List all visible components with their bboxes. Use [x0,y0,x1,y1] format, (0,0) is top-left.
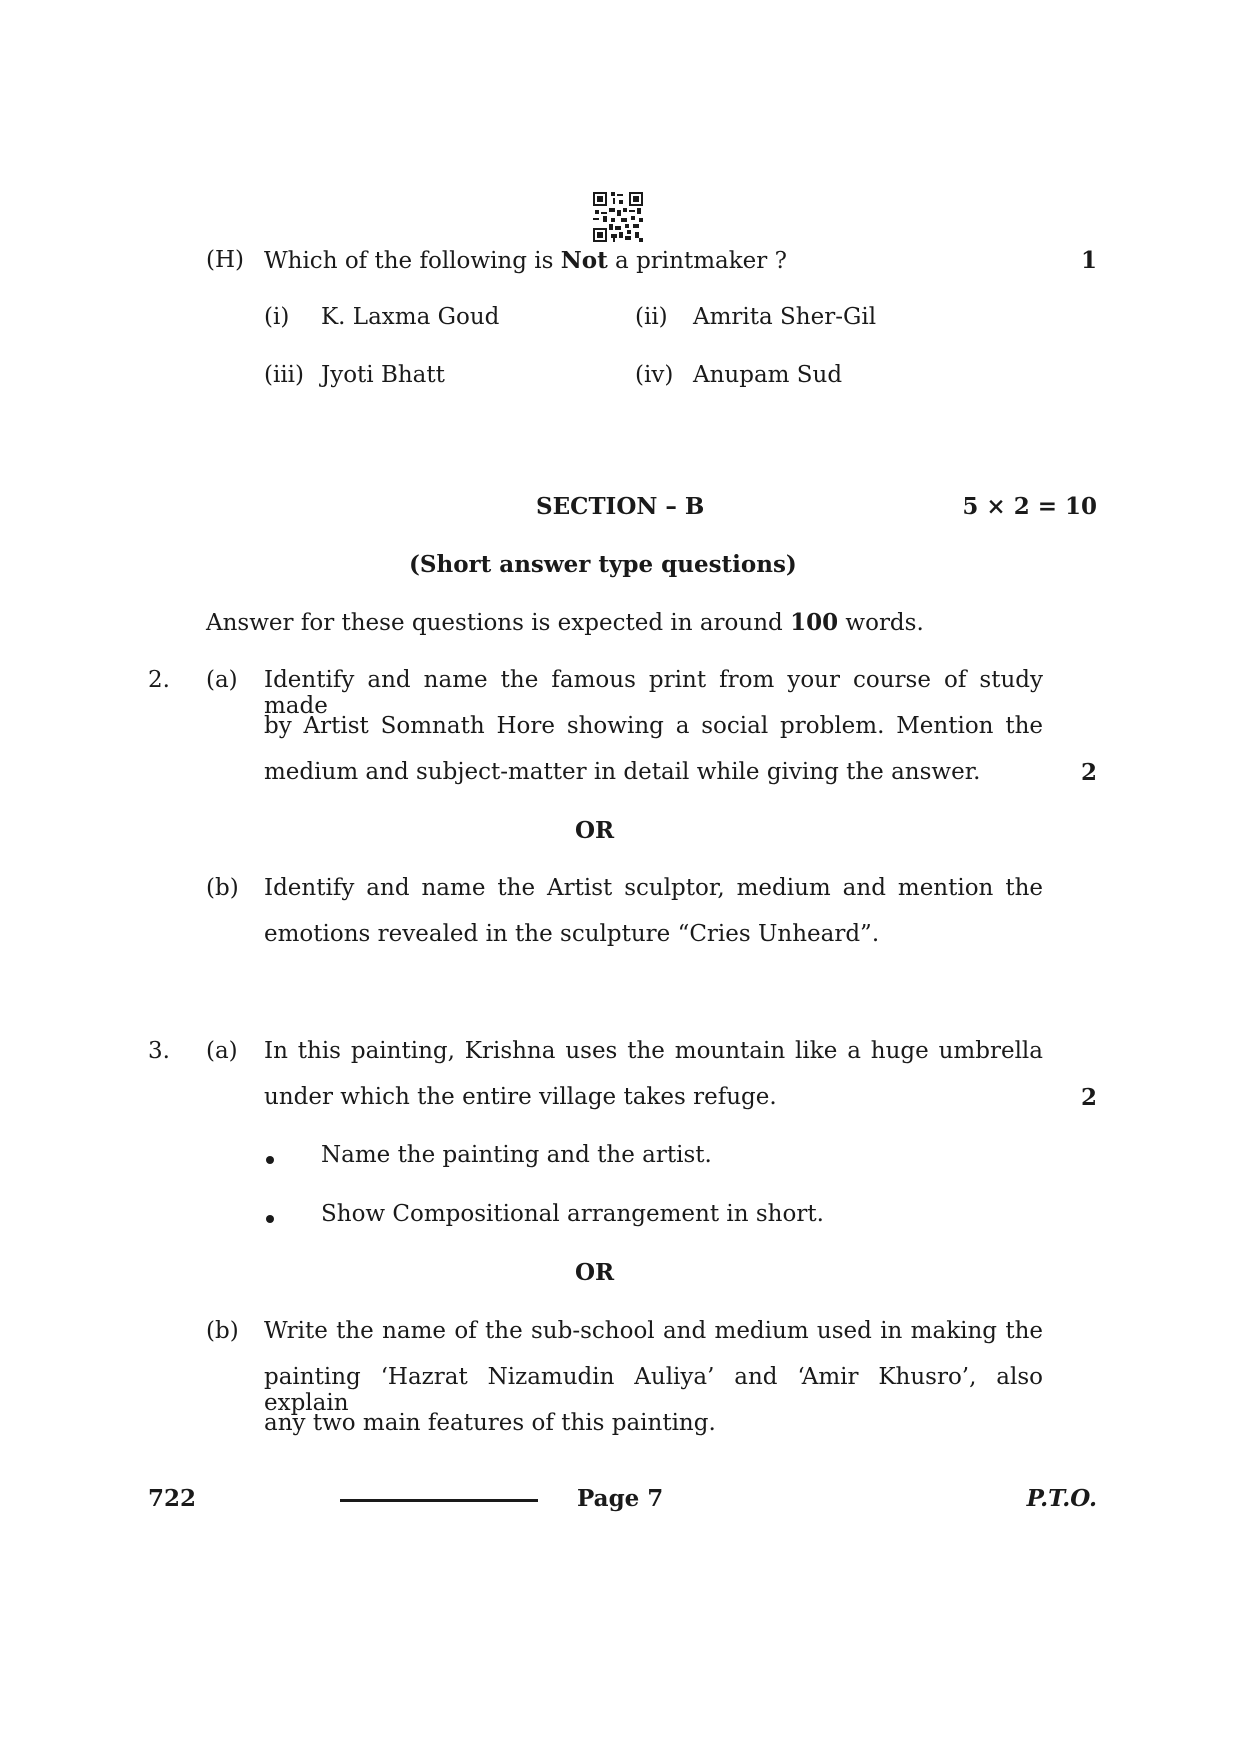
question-2a-label: (a) [206,667,238,693]
question-2-marks: 2 [1080,759,1097,786]
question-2-or: OR [575,817,615,844]
question-2b-line: Identify and name the Artist sculptor, medium and mention the [264,875,1043,901]
section-instruction [206,609,924,636]
section-title: SECTION – B [536,493,705,520]
instruction-bold: 100 [790,609,839,636]
question-h-marks: 1 [1080,247,1097,274]
option-text: K. Laxma Goud [321,304,500,330]
question-3-marks: 2 [1080,1084,1097,1111]
question-h-text-after: a printmaker ? [607,248,787,274]
instruction-after: words. [838,610,924,636]
option-text: Anupam Sud [693,362,843,388]
pto-label: P.T.O. [1026,1485,1097,1512]
option-text: Amrita Sher-Gil [693,304,877,330]
question-3b-line: any two main features of this painting. [264,1410,716,1436]
question-3a-line: under which the entire village takes refuge. [264,1084,777,1110]
question-2a-line: by Artist Somnath Hore showing a social problem. Mention the [264,713,1043,739]
question-3a-label: (a) [206,1038,238,1064]
option-num: (iii) [264,362,305,388]
question-3a-line: In this painting, Krishna uses the mountain like a huge umbrella [264,1038,1043,1064]
question-2b-label: (b) [206,875,239,901]
option-num: (i) [264,304,290,330]
paper-code: 722 [148,1485,197,1512]
section-subtitle: (Short answer type questions) [409,551,797,578]
section-marks: 5 × 2 = 10 [962,493,1097,520]
footer-divider [340,1499,538,1502]
question-h-text-bold: Not [560,247,608,274]
question-3b-line: Write the name of the sub-school and medium used in making the [264,1318,1043,1344]
option-num: (iv) [635,362,674,388]
page-number: Page 7 [577,1485,664,1512]
question-3b-line: painting ‘Hazrat Nizamudin Auliya’ and ‘Amir Khusro’, also explain [264,1364,1043,1416]
question-3-or: OR [575,1259,615,1286]
option-text: Jyoti Bhatt [321,362,445,388]
qr-code-icon [593,192,643,242]
question-h-text-before: Which of the following is [264,248,561,274]
question-2a-line: medium and subject-matter in detail while giving the answer. [264,759,981,785]
question-2-number: 2. [148,667,170,693]
question-2b-line: emotions revealed in the sculpture “Cries Unheard”. [264,921,880,947]
bullet-text: Name the painting and the artist. [321,1142,712,1168]
instruction-before: Answer for these questions is expected in around [206,610,791,636]
bullet-text: Show Compositional arrangement in short. [321,1201,824,1227]
question-3b-label: (b) [206,1318,239,1344]
option-num: (ii) [635,304,668,330]
bullet-icon [266,1215,274,1223]
question-2a-line: Identify and name the famous print from your course of study made [264,667,1043,719]
bullet-icon [266,1156,274,1164]
question-h-label: (H) [206,247,245,273]
question-3-number: 3. [148,1038,170,1064]
question-h-text [264,247,787,274]
